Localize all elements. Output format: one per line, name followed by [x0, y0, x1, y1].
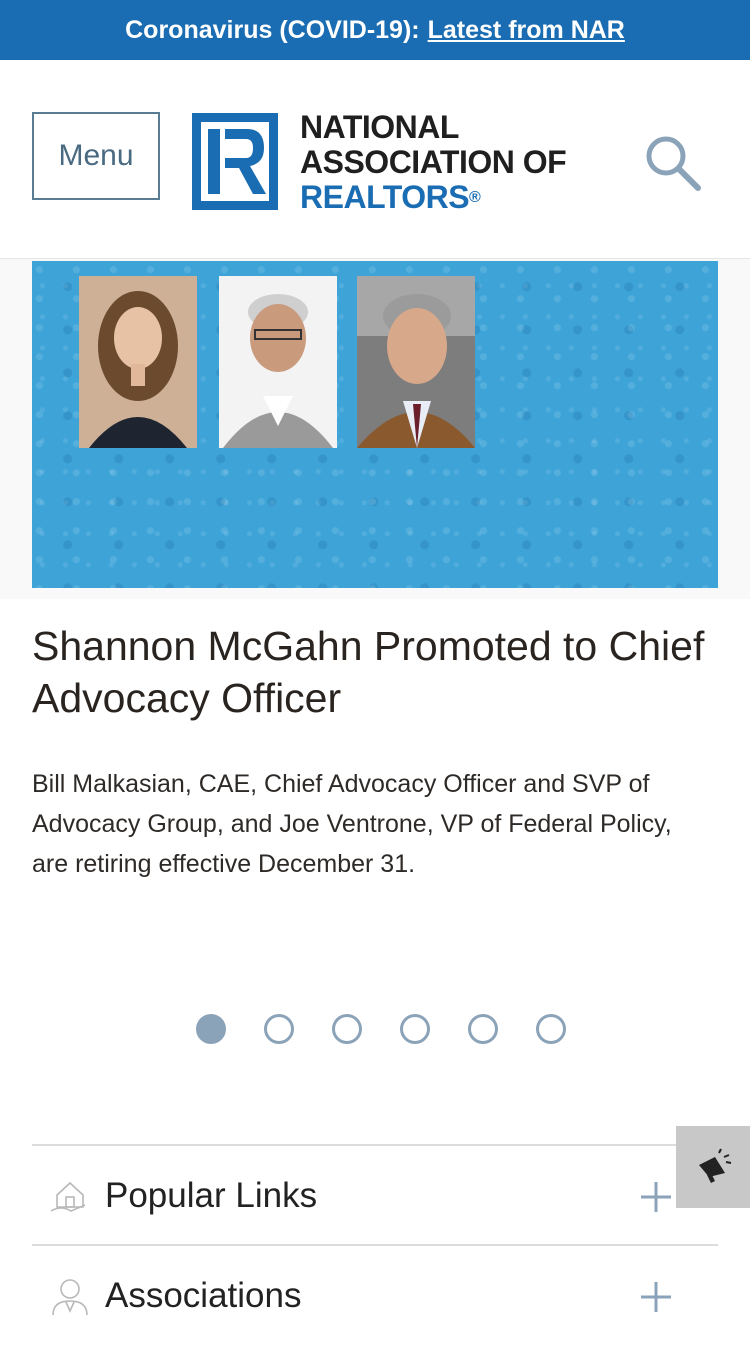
banner-prefix: Coronavirus (COVID-19):: [125, 15, 420, 44]
feedback-button[interactable]: [676, 1126, 750, 1208]
logo-line-3: REALTORS®: [300, 179, 481, 215]
site-header: [0, 60, 750, 259]
carousel-dot[interactable]: [264, 1014, 294, 1044]
carousel-pagination: [196, 1014, 566, 1044]
person-icon: [49, 1275, 91, 1317]
accordion-associations[interactable]: [32, 1244, 718, 1346]
plus-icon[interactable]: [641, 1182, 671, 1212]
search-icon[interactable]: [642, 132, 704, 194]
menu-button[interactable]: Menu: [32, 112, 160, 200]
portrait-joe: [357, 276, 475, 448]
portrait-bill: [219, 276, 337, 448]
accordion-label: Popular Links: [105, 1176, 318, 1215]
banner-link[interactable]: Latest from NAR: [427, 15, 625, 44]
house-hand-icon: [49, 1175, 91, 1217]
carousel-dot[interactable]: [196, 1014, 226, 1044]
logo-line-1: NATIONAL: [300, 109, 459, 145]
carousel-dot[interactable]: [536, 1014, 566, 1044]
article-description: Bill Malkasian, CAE, Chief Advocacy Officer and SVP of Advocacy Group, and Joe Ventrone, VP of Federal Policy, are retiring effective December 31.: [32, 770, 672, 878]
realtor-r-logo-icon[interactable]: [192, 113, 278, 210]
logo-wordmark[interactable]: [300, 110, 566, 215]
portrait-shannon: [79, 276, 197, 448]
covid-banner: [0, 0, 750, 60]
carousel-dot[interactable]: [468, 1014, 498, 1044]
accordion-label: Associations: [105, 1276, 302, 1315]
megaphone-icon: [693, 1147, 733, 1187]
carousel-dot[interactable]: [332, 1014, 362, 1044]
plus-icon[interactable]: [641, 1282, 671, 1312]
carousel-dot[interactable]: [400, 1014, 430, 1044]
hero-image[interactable]: [32, 261, 718, 588]
logo-line-2: ASSOCIATION OF: [300, 144, 567, 180]
article-title[interactable]: Shannon McGahn Promoted to Chief Advocacy Officer: [32, 623, 705, 721]
accordion-popular-links[interactable]: [32, 1144, 718, 1246]
